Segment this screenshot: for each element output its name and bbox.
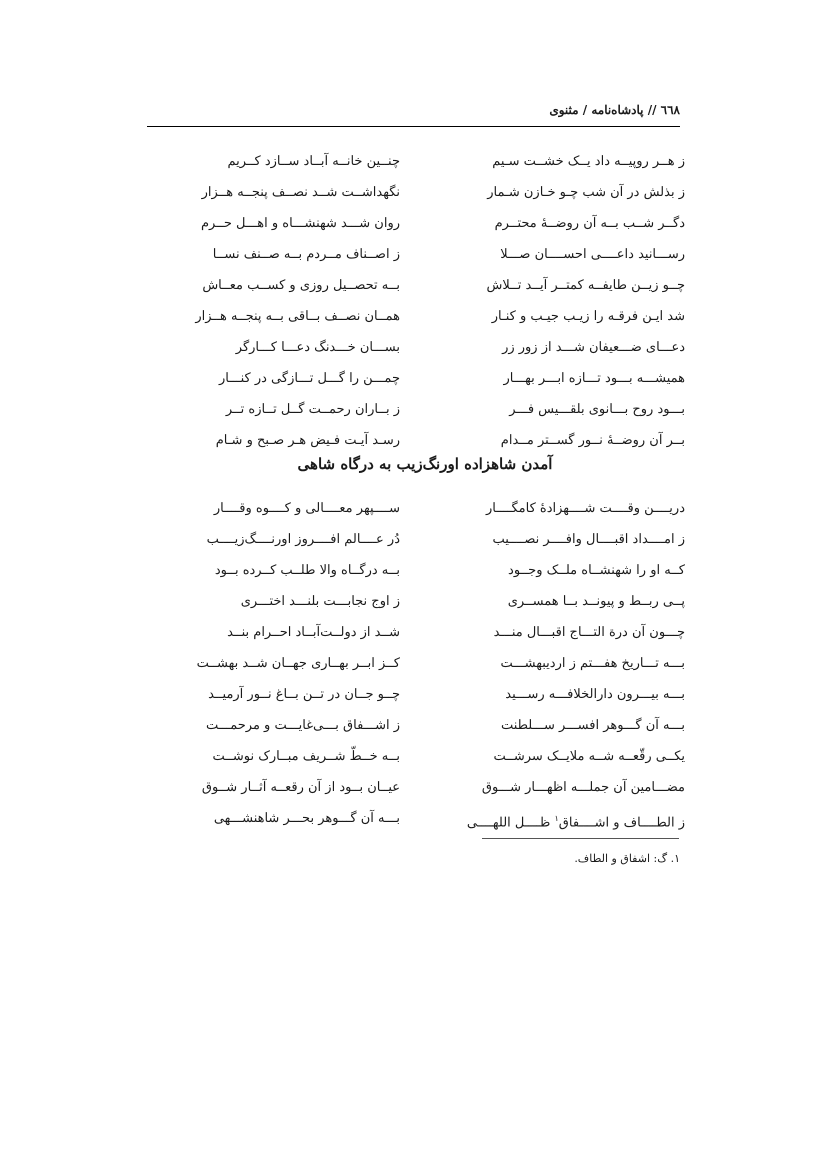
- verse-hemistich-right: دعـــای ضـــعیفان شـــد از زور زر: [502, 340, 685, 355]
- verse-row: [165, 679, 685, 710]
- verse-row: [165, 493, 685, 524]
- verse-hemistich-left: بــه خــطّ شــریف مبــارک نوشــت: [212, 749, 400, 764]
- verse-hemistich-left: شــد از دولــت‌آبــاد احــرام بنــد: [227, 625, 400, 640]
- verse-hemistich-left: دُر عــــالم افــــروز اورنــــگ‌زیــــب: [206, 532, 400, 547]
- verse-hemistich-right: بـــه بیـــرون دارالخلافـــه رســـید: [505, 687, 685, 702]
- verse-row: [165, 239, 685, 270]
- verse-hemistich-left: بســـان خـــدنگ دعـــا کـــارگر: [235, 340, 400, 355]
- verse-row: [165, 363, 685, 394]
- verse-hemistich-right: ز هــر روپیــه داد یــک خشــت سـیم: [492, 154, 685, 169]
- verse-hemistich-left: چنــین خانــه آبــاد ســازد کــریم: [227, 154, 400, 169]
- verse-hemistich-left: عیــان بــود از آن رقعــه آثــار شــوق: [201, 780, 400, 795]
- verse-hemistich-right: بــر آن روضــهٔ نــور گســتر مــدام: [500, 433, 685, 448]
- section-title: آمدن شاهزاده اورنگ‌زیب به درگاه شاهی: [297, 455, 553, 473]
- header-divider: [147, 126, 680, 127]
- verse-hemistich-right: یکــی رقّعــه شــه ملایــک سرشــت: [493, 749, 685, 764]
- verse-hemistich-right: دگــر شــب بــه آن روضــهٔ محتــرم: [494, 216, 685, 231]
- verse-hemistich-right: چـــون آن درة التـــاج اقبـــال منـــد: [493, 625, 685, 640]
- verse-row: [165, 177, 685, 208]
- verse-hemistich-left: ز اصــناف مــردم بــه صــنف نســا: [212, 247, 400, 262]
- verse-hemistich-right: همیشـــه بـــود تـــازه ابـــر بهـــار: [503, 371, 685, 386]
- verse-hemistich-right: بـــود روح بـــانوی بلقـــیس فـــر: [509, 402, 685, 417]
- verse-hemistich-right: ز امــــداد اقبــــال وافــــر نصــــیب: [492, 532, 685, 547]
- footnote-divider: [482, 838, 679, 839]
- verse-hemistich-left: روان شـــد شهنشـــاه و اهـــل حــرم: [200, 216, 400, 231]
- verse-hemistich-right: کــه او را شهنشــاه ملــک وجــود: [508, 563, 685, 578]
- verse-hemistich-left: ز اشـــفاق بـــی‌غایـــت و مرحمـــت: [206, 718, 400, 733]
- hemistich-text: ظــــل اللهــــی: [466, 815, 555, 831]
- verse-hemistich-left: رسـد آیـت فـیض هـر صـبح و شـام: [215, 433, 400, 448]
- verse-hemistich-right: بـــه آن گـــوهر افســـر ســـلطنت: [500, 718, 685, 733]
- verse-hemistich-left: بـــه آن گـــوهر بحـــر شاهنشـــهی: [213, 811, 400, 826]
- verse-block-bottom: [165, 493, 685, 834]
- verse-row: [165, 425, 685, 456]
- verse-row: [165, 648, 685, 679]
- verse-hemistich-right: [435, 803, 685, 838]
- footnote-marker: ١: [554, 814, 559, 823]
- footnote: ١. گ: اشفاق و الطاف.: [574, 852, 680, 865]
- verse-row: [165, 741, 685, 772]
- verse-row: [165, 301, 685, 332]
- verse-row: [165, 710, 685, 741]
- verse-hemistich-right: دریــــن وقــــت شــــهزادهٔ کامگــــار: [486, 501, 685, 516]
- verse-row: [165, 524, 685, 555]
- hemistich-text: ز الطــــاف و اشــــفاق: [558, 815, 685, 831]
- verse-row: [165, 208, 685, 239]
- verse-row: [165, 332, 685, 363]
- verse-hemistich-left: کــز ابــر بهــاری جهــان شــد بهشــت: [196, 656, 400, 671]
- verse-row: [165, 270, 685, 301]
- verse-row: [165, 146, 685, 177]
- verse-row: [165, 617, 685, 648]
- verse-hemistich-left: بــه تحصــیل روزی و کســب معــاش: [202, 278, 400, 293]
- verse-hemistich-left: ســــپهر معــــالی و کــــوه وقــــار: [213, 501, 400, 516]
- verse-hemistich-right: بـــه تـــاریخ هفـــتم ز اردیبهشـــت: [500, 656, 685, 671]
- verse-row: [165, 394, 685, 425]
- verse-hemistich-right: رســـانید داعــــی احســــان صـــلا: [500, 247, 685, 262]
- verse-hemistich-left: بــه درگــاه والا طلــب کــرده بــود: [214, 563, 400, 578]
- verse-hemistich-right: چــو زیــن طایفــه کمتــر آیــد تــلاش: [486, 278, 685, 293]
- verse-hemistich-left: نگهداشــت شــد نصــف پنجــه هــزار: [201, 185, 400, 200]
- verse-hemistich-left: چمـــن را گـــل تـــازگی در کنـــار: [218, 371, 400, 386]
- verse-row: [165, 772, 685, 803]
- verse-row: [165, 555, 685, 586]
- page-header: ٦٦٨ // پادشاه‌نامه / مثنوی: [549, 103, 680, 117]
- verse-row: [165, 586, 685, 617]
- verse-hemistich-left: ز اوج نجابـــت بلنـــد اختـــری: [240, 594, 400, 609]
- verse-hemistich-right: پــی ربــط و پیونــد بــا همســری: [507, 594, 685, 609]
- verse-hemistich-left: چــو جــان در تــن بــاغ نــور آرمیــد: [208, 687, 400, 702]
- verse-hemistich-left: همــان نصــف بــاقی بــه پنجــه هــزار: [195, 309, 400, 324]
- verse-hemistich-right: ز بذلش در آن شب چـو خـازن شـمار: [487, 185, 685, 200]
- verse-hemistich-left: ز بــاران رحمــت گــل تــازه تــر: [225, 402, 400, 417]
- verse-row: [165, 803, 685, 834]
- verse-hemistich-right: شد ایـن فرقـه را زیـب جیـب و کنـار: [491, 309, 685, 324]
- verse-block-top: [165, 146, 685, 456]
- verse-hemistich-right: مضـــامین آن جملـــه اظهـــار شـــوق: [481, 780, 685, 795]
